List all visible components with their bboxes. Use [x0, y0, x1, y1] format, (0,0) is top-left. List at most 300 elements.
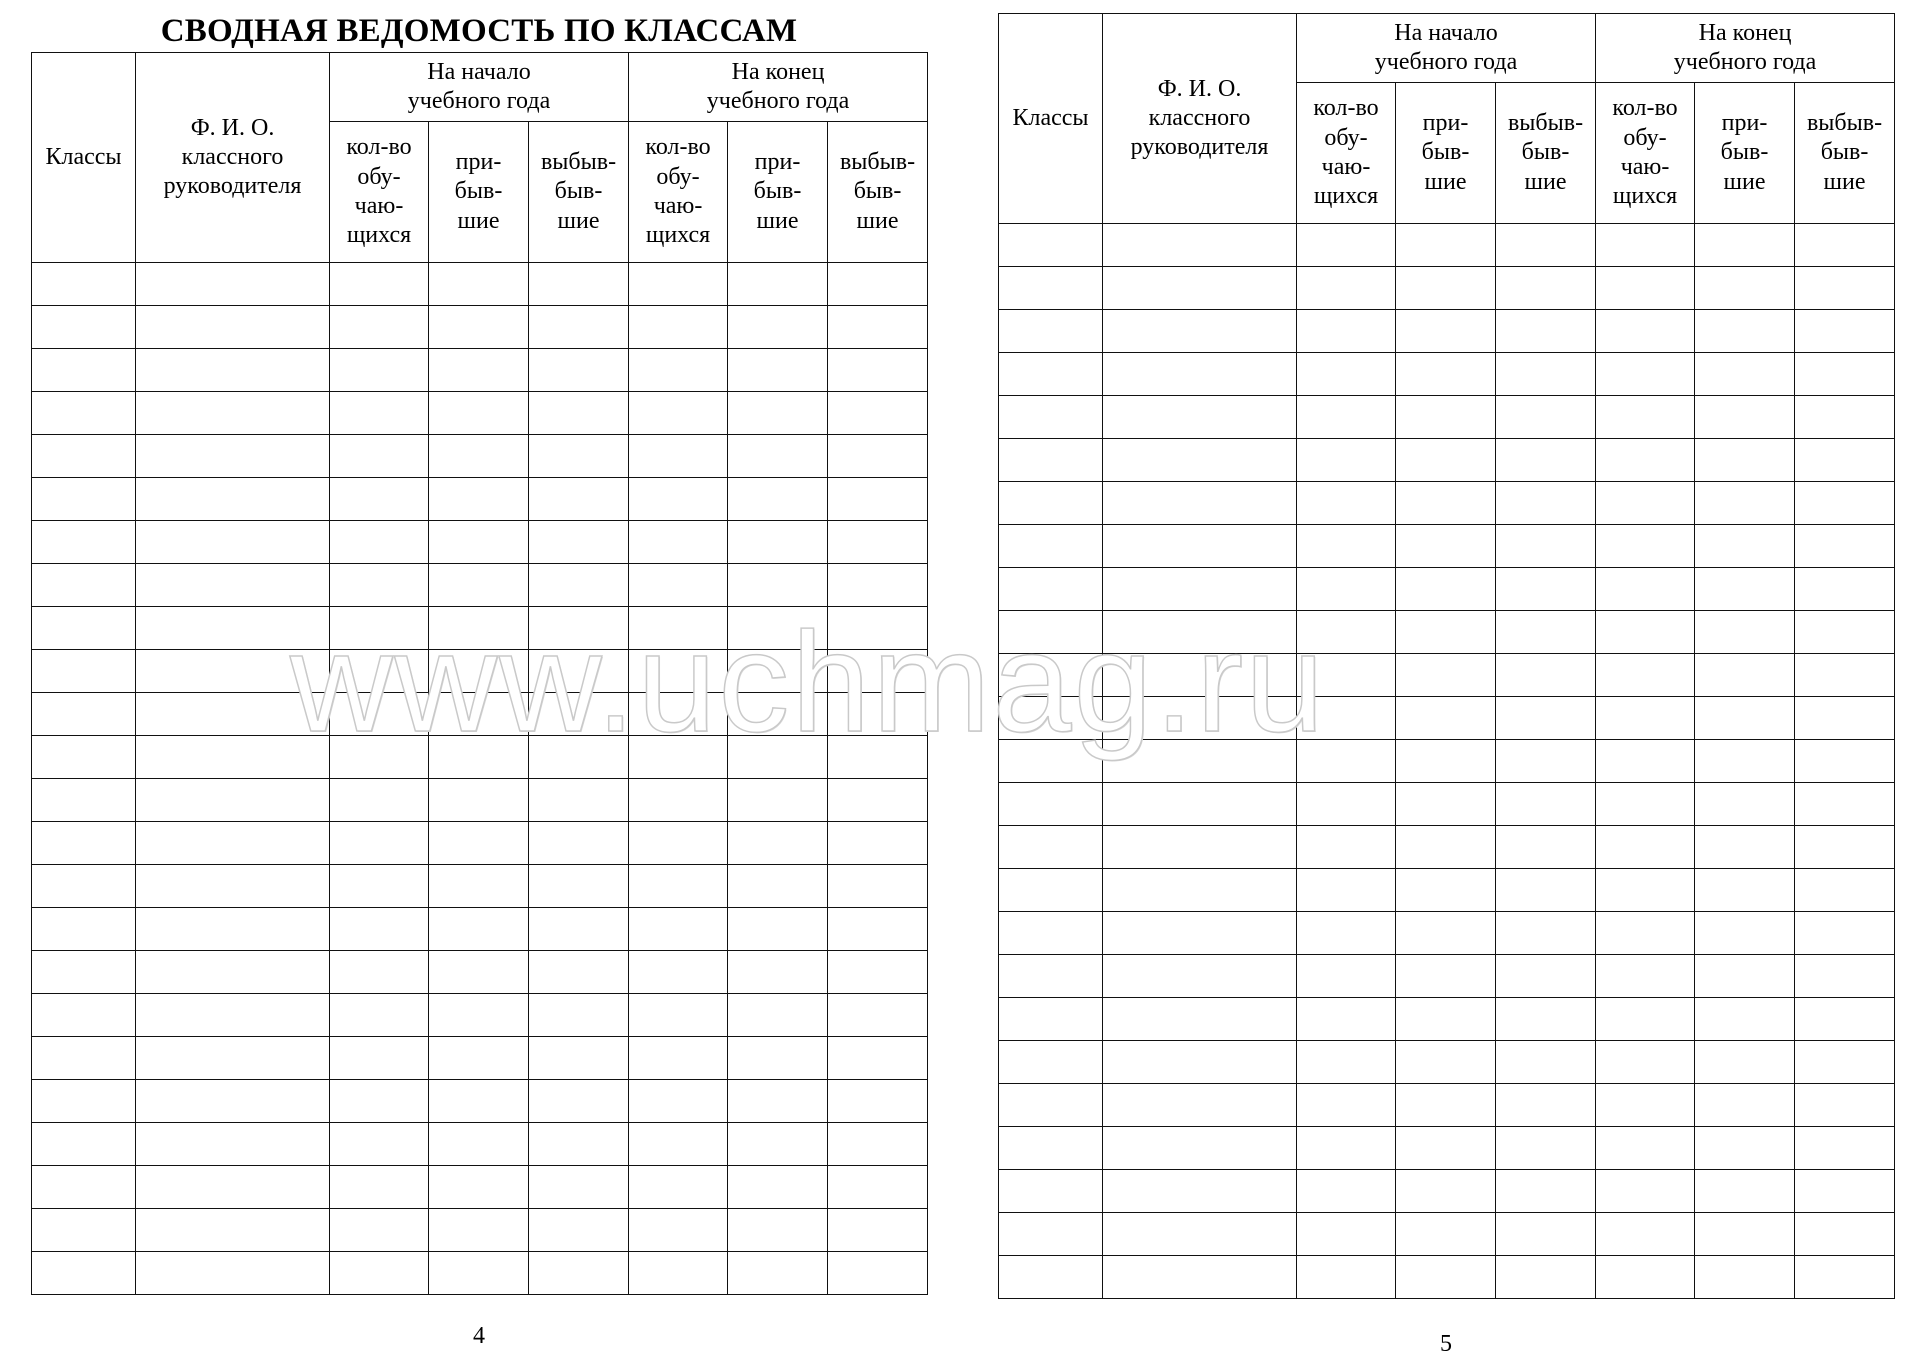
cell-class [32, 564, 136, 607]
cell-arrived-end [728, 435, 828, 478]
document-title: СВОДНАЯ ВЕДОМОСТЬ ПО КЛАССАМ [160, 13, 798, 49]
cell-teacher [136, 650, 330, 693]
cell-left-end [828, 908, 928, 951]
cell-count-end [1596, 826, 1695, 869]
cell-count-start [1297, 955, 1396, 998]
table-row [32, 306, 928, 349]
cell-count-start [1297, 654, 1396, 697]
cell-arrived-end [728, 263, 828, 306]
cell-teacher [1103, 310, 1297, 353]
cell-left-start [529, 693, 629, 736]
table-row [32, 392, 928, 435]
table-row [32, 779, 928, 822]
cell-count-start [1297, 1127, 1396, 1170]
cell-class [32, 650, 136, 693]
cell-class [32, 1209, 136, 1252]
cell-teacher [1103, 1213, 1297, 1256]
cell-teacher [136, 306, 330, 349]
cell-left-start [1496, 826, 1596, 869]
cell-left-start [1496, 396, 1596, 439]
cell-arrived-start [429, 822, 529, 865]
cell-teacher [136, 779, 330, 822]
cell-left-end [828, 779, 928, 822]
header-arrived-start: при- быв- шие [1396, 83, 1496, 224]
cell-left-start [1496, 1084, 1596, 1127]
cell-count-end [1596, 611, 1695, 654]
cell-arrived-start [1396, 955, 1496, 998]
cell-teacher [1103, 869, 1297, 912]
cell-left-end [1795, 912, 1895, 955]
cell-count-end [1596, 783, 1695, 826]
cell-arrived-end [1695, 783, 1795, 826]
cell-teacher [136, 1123, 330, 1166]
cell-count-start [330, 1123, 429, 1166]
cell-teacher [136, 994, 330, 1037]
cell-class [32, 1037, 136, 1080]
cell-teacher [1103, 439, 1297, 482]
header-arrived-start: при- быв- шие [429, 122, 529, 263]
table-row [999, 783, 1895, 826]
cell-arrived-end [1695, 482, 1795, 525]
cell-left-start [1496, 697, 1596, 740]
cell-class [32, 779, 136, 822]
cell-teacher [136, 521, 330, 564]
cell-arrived-start [429, 1037, 529, 1080]
cell-count-end [629, 822, 728, 865]
cell-arrived-start [1396, 869, 1496, 912]
table-row [999, 740, 1895, 783]
cell-count-start [330, 435, 429, 478]
cell-count-end [1596, 353, 1695, 396]
cell-count-end [629, 435, 728, 478]
cell-arrived-end [728, 951, 828, 994]
cell-class [999, 224, 1103, 267]
cell-arrived-end [728, 607, 828, 650]
summary-table-left [31, 52, 928, 1295]
table-row [32, 865, 928, 908]
cell-arrived-end [728, 1080, 828, 1123]
cell-left-end [1795, 353, 1895, 396]
cell-count-end [1596, 1213, 1695, 1256]
table-row [999, 568, 1895, 611]
cell-arrived-start [1396, 998, 1496, 1041]
cell-left-end [828, 392, 928, 435]
cell-class [999, 525, 1103, 568]
table-row [32, 263, 928, 306]
cell-count-start [330, 693, 429, 736]
cell-count-start [1297, 740, 1396, 783]
cell-class [32, 1123, 136, 1166]
cell-arrived-end [728, 564, 828, 607]
cell-arrived-start [1396, 740, 1496, 783]
cell-left-start [1496, 998, 1596, 1041]
cell-left-start [529, 1166, 629, 1209]
cell-count-end [629, 650, 728, 693]
cell-left-start [529, 994, 629, 1037]
table-row [999, 396, 1895, 439]
header-start-of-year: На начало учебного года [330, 53, 629, 122]
cell-class [999, 482, 1103, 525]
cell-count-end [1596, 267, 1695, 310]
cell-arrived-end [1695, 955, 1795, 998]
cell-arrived-start [429, 1209, 529, 1252]
cell-left-start [529, 263, 629, 306]
cell-left-end [1795, 224, 1895, 267]
cell-arrived-end [1695, 998, 1795, 1041]
cell-arrived-start [1396, 1041, 1496, 1084]
cell-left-start [1496, 1041, 1596, 1084]
cell-count-end [1596, 482, 1695, 525]
cell-count-end [1596, 310, 1695, 353]
cell-count-start [1297, 439, 1396, 482]
cell-teacher [1103, 482, 1297, 525]
cell-teacher [1103, 740, 1297, 783]
cell-left-end [1795, 740, 1895, 783]
cell-count-start [330, 392, 429, 435]
cell-count-end [1596, 998, 1695, 1041]
cell-arrived-end [1695, 740, 1795, 783]
cell-teacher [1103, 697, 1297, 740]
table-body-left [32, 263, 928, 1295]
cell-arrived-end [728, 1037, 828, 1080]
cell-count-start [1297, 783, 1396, 826]
cell-arrived-start [1396, 783, 1496, 826]
cell-left-start [1496, 740, 1596, 783]
cell-left-start [1496, 955, 1596, 998]
cell-left-start [529, 865, 629, 908]
cell-class [32, 521, 136, 564]
cell-class [32, 349, 136, 392]
cell-left-start [1496, 525, 1596, 568]
cell-count-end [1596, 869, 1695, 912]
cell-class [999, 654, 1103, 697]
cell-class [999, 1170, 1103, 1213]
cell-arrived-start [429, 1123, 529, 1166]
cell-teacher [1103, 654, 1297, 697]
cell-left-end [1795, 697, 1895, 740]
table-row [999, 1127, 1895, 1170]
cell-arrived-end [728, 822, 828, 865]
cell-count-end [629, 607, 728, 650]
cell-left-start [529, 1209, 629, 1252]
cell-count-start [1297, 998, 1396, 1041]
cell-arrived-start [429, 306, 529, 349]
cell-arrived-end [728, 779, 828, 822]
table-row [32, 607, 928, 650]
cell-arrived-end [1695, 353, 1795, 396]
cell-arrived-end [728, 1209, 828, 1252]
cell-left-end [828, 607, 928, 650]
cell-arrived-start [1396, 1256, 1496, 1299]
cell-arrived-end [1695, 1041, 1795, 1084]
cell-class [32, 865, 136, 908]
cell-count-start [330, 1166, 429, 1209]
cell-count-end [1596, 1256, 1695, 1299]
cell-arrived-start [1396, 697, 1496, 740]
cell-arrived-end [728, 650, 828, 693]
cell-count-start [1297, 267, 1396, 310]
cell-class [32, 263, 136, 306]
cell-count-start [1297, 1170, 1396, 1213]
cell-count-start [330, 650, 429, 693]
cell-count-end [1596, 1084, 1695, 1127]
cell-count-end [1596, 1041, 1695, 1084]
cell-count-end [629, 951, 728, 994]
cell-count-end [629, 736, 728, 779]
table-row [999, 998, 1895, 1041]
cell-teacher [1103, 396, 1297, 439]
header-left-start: выбыв- быв- шие [529, 122, 629, 263]
cell-left-end [828, 1166, 928, 1209]
cell-count-start [1297, 224, 1396, 267]
table-row [32, 435, 928, 478]
table-row [999, 482, 1895, 525]
table-row [999, 267, 1895, 310]
cell-left-end [828, 994, 928, 1037]
cell-arrived-start [1396, 353, 1496, 396]
cell-teacher [136, 607, 330, 650]
table-body-right [999, 224, 1895, 1299]
cell-class [999, 439, 1103, 482]
cell-left-end [828, 306, 928, 349]
cell-count-start [1297, 826, 1396, 869]
cell-teacher [1103, 1127, 1297, 1170]
cell-count-end [1596, 396, 1695, 439]
header-end-of-year: На конец учебного года [629, 53, 928, 122]
cell-teacher [1103, 783, 1297, 826]
cell-count-end [1596, 1127, 1695, 1170]
table-row [999, 611, 1895, 654]
table-row [32, 908, 928, 951]
cell-count-start [330, 994, 429, 1037]
cell-count-end [629, 392, 728, 435]
cell-teacher [1103, 568, 1297, 611]
cell-left-end [828, 865, 928, 908]
cell-class [32, 736, 136, 779]
cell-left-end [1795, 482, 1895, 525]
cell-count-end [1596, 697, 1695, 740]
cell-arrived-start [1396, 482, 1496, 525]
cell-count-end [629, 693, 728, 736]
header-start-of-year: На начало учебного года [1297, 14, 1596, 83]
cell-arrived-end [1695, 525, 1795, 568]
cell-class [999, 1084, 1103, 1127]
cell-count-end [629, 263, 728, 306]
cell-arrived-start [429, 263, 529, 306]
cell-left-start [1496, 1213, 1596, 1256]
table-row [32, 1080, 928, 1123]
cell-arrived-end [1695, 439, 1795, 482]
cell-left-end [1795, 783, 1895, 826]
cell-count-end [1596, 439, 1695, 482]
cell-left-start [529, 779, 629, 822]
table-row [32, 650, 928, 693]
cell-left-start [1496, 568, 1596, 611]
header-end-of-year: На конец учебного года [1596, 14, 1895, 83]
cell-count-start [1297, 525, 1396, 568]
cell-count-start [1297, 869, 1396, 912]
cell-arrived-end [728, 392, 828, 435]
cell-count-end [1596, 912, 1695, 955]
cell-class [999, 955, 1103, 998]
cell-teacher [1103, 826, 1297, 869]
cell-count-start [330, 951, 429, 994]
cell-count-start [1297, 611, 1396, 654]
cell-left-end [1795, 439, 1895, 482]
page-number: 5 [1440, 1331, 1452, 1357]
cell-class [999, 310, 1103, 353]
cell-arrived-start [429, 779, 529, 822]
cell-class [999, 353, 1103, 396]
cell-teacher [1103, 1256, 1297, 1299]
table-row [999, 1213, 1895, 1256]
cell-left-start [1496, 224, 1596, 267]
cell-arrived-start [1396, 396, 1496, 439]
cell-arrived-end [728, 693, 828, 736]
cell-count-end [1596, 1170, 1695, 1213]
cell-arrived-start [429, 693, 529, 736]
table-row [32, 1209, 928, 1252]
cell-arrived-start [1396, 439, 1496, 482]
cell-count-start [1297, 1213, 1396, 1256]
cell-count-start [330, 1252, 429, 1295]
header-student-count-end: кол-во обу- чаю- щихся [629, 122, 728, 263]
cell-count-end [1596, 525, 1695, 568]
cell-arrived-end [728, 736, 828, 779]
cell-left-end [828, 1209, 928, 1252]
cell-arrived-end [1695, 224, 1795, 267]
cell-count-start [1297, 1084, 1396, 1127]
cell-class [32, 392, 136, 435]
table-row [999, 869, 1895, 912]
header-arrived-end: при- быв- шие [728, 122, 828, 263]
cell-arrived-start [429, 951, 529, 994]
cell-teacher [1103, 353, 1297, 396]
cell-count-end [629, 865, 728, 908]
cell-left-end [828, 1080, 928, 1123]
cell-class [32, 306, 136, 349]
cell-count-end [1596, 654, 1695, 697]
cell-arrived-start [429, 607, 529, 650]
cell-left-start [1496, 482, 1596, 525]
cell-count-start [330, 607, 429, 650]
cell-arrived-start [1396, 224, 1496, 267]
header-student-count-start: кол-во обу- чаю- щихся [330, 122, 429, 263]
cell-teacher [136, 1037, 330, 1080]
cell-arrived-start [1396, 1084, 1496, 1127]
cell-arrived-end [1695, 611, 1795, 654]
cell-arrived-start [429, 349, 529, 392]
table-row [32, 521, 928, 564]
cell-count-start [330, 736, 429, 779]
cell-left-start [529, 951, 629, 994]
cell-left-start [1496, 1127, 1596, 1170]
cell-count-end [629, 779, 728, 822]
cell-arrived-start [1396, 1213, 1496, 1256]
cell-left-start [529, 306, 629, 349]
cell-teacher [136, 865, 330, 908]
cell-class [999, 1213, 1103, 1256]
cell-class [32, 908, 136, 951]
cell-class [32, 1080, 136, 1123]
cell-count-start [330, 564, 429, 607]
cell-teacher [136, 435, 330, 478]
cell-count-end [629, 1252, 728, 1295]
cell-left-end [1795, 396, 1895, 439]
cell-arrived-end [1695, 869, 1795, 912]
cell-teacher [136, 822, 330, 865]
cell-left-end [1795, 1084, 1895, 1127]
cell-count-start [330, 263, 429, 306]
cell-arrived-start [1396, 525, 1496, 568]
table-row [999, 826, 1895, 869]
cell-left-end [1795, 525, 1895, 568]
cell-count-start [330, 349, 429, 392]
table-row [32, 1037, 928, 1080]
table-row [999, 525, 1895, 568]
cell-left-end [1795, 1213, 1895, 1256]
cell-class [32, 693, 136, 736]
cell-arrived-start [429, 435, 529, 478]
header-left-start: выбыв- быв- шие [1496, 83, 1596, 224]
table-row [32, 693, 928, 736]
cell-left-end [1795, 1256, 1895, 1299]
cell-count-end [1596, 568, 1695, 611]
cell-count-end [629, 1166, 728, 1209]
cell-teacher [136, 951, 330, 994]
cell-teacher [136, 693, 330, 736]
table-row [32, 1123, 928, 1166]
cell-left-end [828, 263, 928, 306]
cell-arrived-end [1695, 912, 1795, 955]
cell-arrived-end [728, 865, 828, 908]
cell-count-start [330, 779, 429, 822]
cell-teacher [1103, 224, 1297, 267]
cell-class [999, 783, 1103, 826]
cell-left-end [828, 564, 928, 607]
table-row [999, 1256, 1895, 1299]
cell-count-start [1297, 1256, 1396, 1299]
cell-left-start [1496, 353, 1596, 396]
cell-class [999, 869, 1103, 912]
table-row [999, 912, 1895, 955]
cell-arrived-end [1695, 1127, 1795, 1170]
cell-left-end [1795, 826, 1895, 869]
cell-left-start [529, 435, 629, 478]
table-row [32, 1166, 928, 1209]
cell-left-start [529, 1037, 629, 1080]
cell-arrived-start [429, 1080, 529, 1123]
cell-count-end [629, 994, 728, 1037]
cell-left-end [828, 1037, 928, 1080]
cell-arrived-start [1396, 1170, 1496, 1213]
cell-arrived-end [728, 1252, 828, 1295]
cell-teacher [136, 736, 330, 779]
cell-count-start [1297, 353, 1396, 396]
cell-teacher [1103, 998, 1297, 1041]
cell-arrived-start [1396, 310, 1496, 353]
cell-teacher [1103, 267, 1297, 310]
cell-class [999, 1041, 1103, 1084]
cell-left-end [828, 951, 928, 994]
table-row [32, 564, 928, 607]
cell-count-end [629, 349, 728, 392]
cell-class [999, 826, 1103, 869]
cell-left-start [1496, 439, 1596, 482]
cell-arrived-end [728, 1123, 828, 1166]
cell-left-start [529, 349, 629, 392]
cell-arrived-start [429, 650, 529, 693]
